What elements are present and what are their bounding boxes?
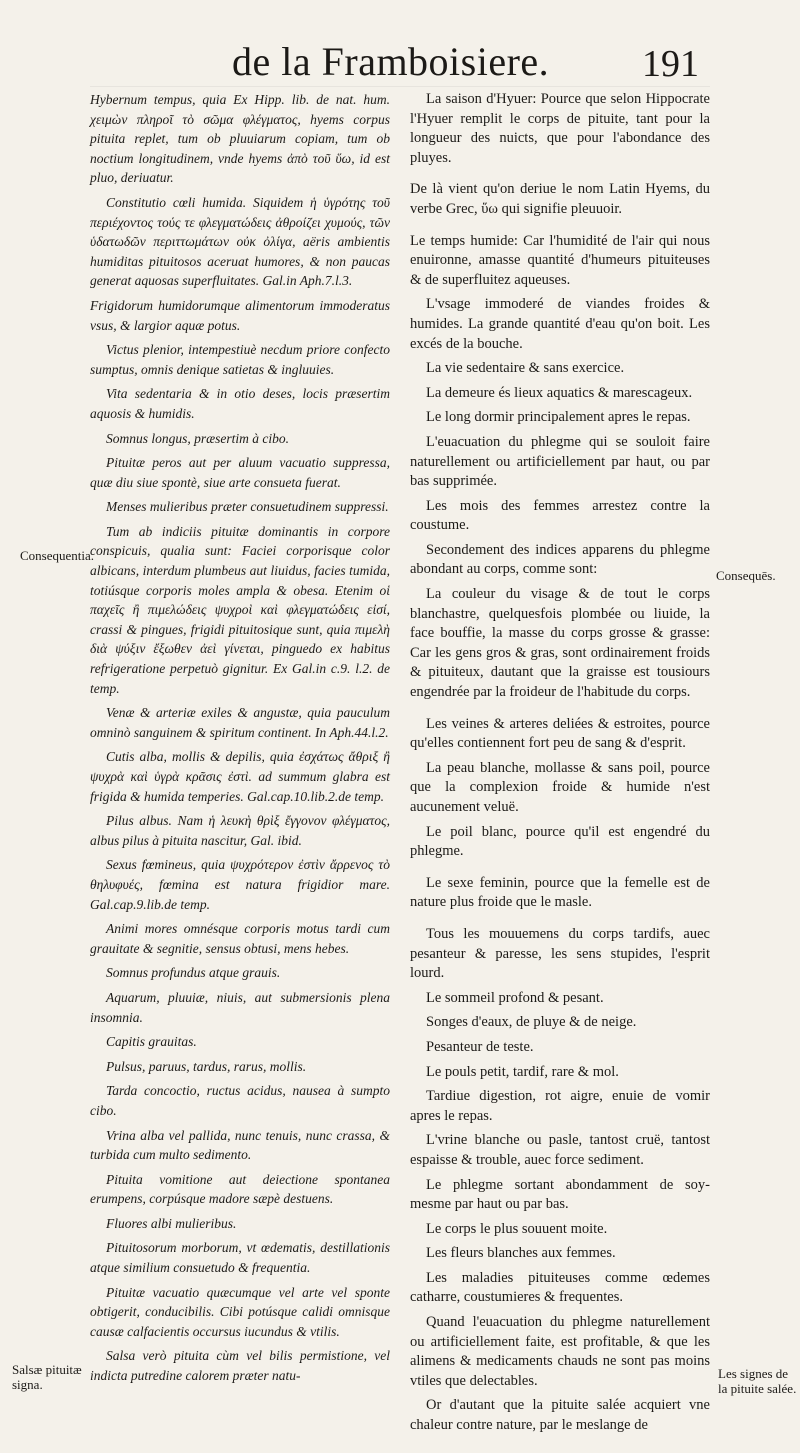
latin-paragraph: Constitutio cœli humida. Siquidem ἡ ὑγρότης τοῦ περιέχοντος τούς τε φλεγματώδεις ἀθροίζει χυμούς, τῶν ὑδατωδῶν περιττωμάτων οὐκ ὀλίγα, aëris ambientis humiditas pituitosos aceruat humores, & non paucas generat aquosas superfluitates. Gal.in Aph.7.l.3. xyxy=(90,194,390,289)
latin-paragraph: Vita sedentaria & in otio deses, locis præsertim aquosis & humidis. xyxy=(90,386,390,421)
french-paragraph: Or d'autant que la pituite salée acquiert vne chaleur contre nature, par le meslange de xyxy=(410,1397,710,1434)
french-paragraph: Les veines & arteres deliées & estroites, pource qu'elles contiennent fort peu de sang & d'esprit. xyxy=(410,715,710,752)
show-through-text xyxy=(756,235,800,249)
latin-paragraph: Somnus longus, præsertim à cibo. xyxy=(106,430,290,446)
french-paragraph: La couleur du visage & de tout le corps blanchastre, quelquesfois plombée ou liuide, la face bouffie, la masse du corps grosse & grasse: Car les gens gros & gras, sont ordinairement froids & pituiteux, dautant que la graisse est tousiours engendrée par la froideur de l'habitude du corps. xyxy=(410,586,710,701)
french-paragraph: La peau blanche, mollasse & sans poil, pource que la complexion froide & humide n'est aucunement veluë. xyxy=(410,759,710,815)
latin-paragraph: Aquarum, pluuiæ, niuis, aut submersionis plena insomnia. xyxy=(90,989,390,1025)
latin-paragraph: Pituita vomitione aut deiectione spontanea erumpens, corpúsque madore sæpè destuens. xyxy=(90,1171,390,1207)
latin-paragraph: Victus plenior, intempestiuè necdum priore confecto sumptus, omnis denique satietas & ingluuies. xyxy=(90,342,390,377)
latin-paragraph: Pituitosorum morborum, vt œdematis, destillationis atque similium consuetudo & frequentia. xyxy=(90,1240,390,1276)
french-paragraph: Tous les mouuemens du corps tardifs, auec pesanteur & paresse, les sens stupides, l'esprit lourd. xyxy=(410,925,710,982)
margin-note-pituite-salee: Les signes de la pituite salée. xyxy=(718,1366,797,1396)
latin-paragraph: Animi mores omnésque corporis motus tardi cum grauitate & segnitie, sensus obtusi, mens hebes. xyxy=(90,921,390,956)
french-paragraph: Les mois des femmes arrestez contre la coustume. xyxy=(410,497,710,534)
french-paragraph: L'vsage immoderé de viandes froides & humides. La grande quantité d'eau qu'on boit. Les excés de la bouche. xyxy=(410,296,710,352)
french-paragraph: Le temps humide: Car l'humidité de l'air qui nous enuironne, amasse quantité d'humeurs pituiteuses & de superfluitez aqueuses. xyxy=(410,232,710,288)
latin-paragraph: Somnus profundus atque grauis. xyxy=(106,965,281,981)
latin-paragraph: Tarda concoctio, ructus acidus, nausea à sumpto cibo. xyxy=(90,1083,390,1118)
french-paragraph: Pesanteur de teste. xyxy=(426,1038,534,1055)
latin-paragraph: Menses mulieribus præter consuetudinem suppressi. xyxy=(106,499,389,515)
latin-paragraph: Vrina alba vel pallida, nunc tenuis, nunc crassa, & turbida cum multo sedimento. xyxy=(90,1127,390,1163)
french-paragraph: L'vrine blanche ou pasle, tantost cruë, tantost espaisse & trouble, auec force sediment. xyxy=(410,1132,710,1168)
french-paragraph: Les maladies pituiteuses comme œdemes catharre, coustumieres & frequentes. xyxy=(410,1269,710,1306)
french-paragraph: Quand l'euacuation du phlegme naturellement ou artificiellement faite, est profitable, & que les alimens & medicaments chauds ne sont pas moins vtiles que delectables. xyxy=(410,1314,710,1389)
latin-paragraph: Sexus fœmineus, quia ψυχρότερον ἐστὶν ἄρρενος τὸ θηλυφυές, fœmina est natura frigidior mare. Gal.cap.9.lib.de temp. xyxy=(90,857,390,912)
latin-paragraph: Pilus albus. Nam ἡ λευκὴ θρὶξ ἔγγονον φλέγματος, albus pilus à pituita nascitur, Gal. ibid. xyxy=(90,813,390,848)
latin-paragraph: Venæ & arteriæ exiles & angustæ, quia pauculum omninò sanguinem & spiritum continent. In Aph.44.l.2. xyxy=(90,705,390,740)
french-paragraph: Le poil blanc, pource qu'il est engendré du phlegme. xyxy=(410,823,710,860)
french-paragraph: L'euacuation du phlegme qui se souloit faire naturellement ou artificiellement par haut, ou par bas supprimée. xyxy=(410,433,710,490)
french-paragraph: Les fleurs blanches aux femmes. xyxy=(426,1245,616,1262)
latin-paragraph: Fluores albi mulieribus. xyxy=(106,1215,237,1231)
latin-paragraph: Salsa verò pituita cùm vel bilis permistione, vel indicta putredine calorem præter natu- xyxy=(90,1348,390,1384)
page-number: 191 xyxy=(642,43,699,85)
header-divider xyxy=(90,86,710,87)
french-paragraph: La vie sedentaire & sans exercice. xyxy=(426,360,625,377)
margin-note-consequentia: Consequentia. xyxy=(20,548,95,563)
latin-paragraph: Tum ab indiciis pituitæ dominantis in corpore conspicuis, qualia sunt: Faciei corporisque color albicans, interdum plumbeus aut liuidus, facies tumida, totiúsque corporis moles ampla & obesa. Etenim οἱ παχεῖς ἢ πιμελώδεις ψυχροὶ καὶ φλεγματώδεις εἰσί, crassi & pingues, frigidi pituitosique sunt, quia πιμελὴ διὰ ψύξιν ἔξωθεν ἀεὶ γίνεται, pinguedo ex habitus refrigeratione perpetuò gignitur. Ex Gal.in c.9. l.2. de temp. xyxy=(90,523,390,696)
latin-paragraph: Pulsus, paruus, tardus, rarus, mollis. xyxy=(106,1058,307,1074)
french-paragraph: Tardiue digestion, rot aigre, enuie de vomir apres le repas. xyxy=(410,1088,710,1124)
margin-note-salsae-pituitae: Salsæ pituitæ signa. xyxy=(12,1362,82,1392)
french-column xyxy=(410,90,710,1441)
french-paragraph: La saison d'Hyuer: Pource que selon Hippocrate l'Hyuer remplit le corps de pituite, tant pour la longueur des nuicts, que pour l'abondance des pluyes. xyxy=(410,91,710,166)
french-paragraph: Le sommeil profond & pesant. xyxy=(426,989,604,1006)
latin-column xyxy=(90,90,390,1391)
latin-paragraph: Pituitæ vacuatio quæcumque vel arte vel sponte obtigerit, conducibilis. Cibi potúsque calidi omnisque causæ calfacientis occursus iucundus & vtilis. xyxy=(90,1284,390,1339)
french-paragraph: De là vient qu'on deriue le nom Latin Hyems, du verbe Grec, ὕω qui signifie pleuuoir. xyxy=(410,181,710,217)
french-paragraph: La demeure és lieux aquatics & marescageux. xyxy=(426,384,693,401)
show-through-text xyxy=(0,250,40,264)
running-header: de la Framboisiere. xyxy=(232,39,550,84)
margin-note-consequens: Consequēs. xyxy=(716,568,776,583)
french-paragraph: Le phlegme sortant abondamment de soy-mesme par haut ou par bas. xyxy=(410,1176,710,1213)
french-paragraph: Le corps le plus souuent moite. xyxy=(426,1220,608,1237)
french-paragraph: Secondement des indices apparens du phlegme abondant au corps, comme sont: xyxy=(410,541,710,578)
show-through-text xyxy=(754,1045,800,1059)
french-paragraph: Le pouls petit, tardif, rare & mol. xyxy=(426,1063,619,1080)
latin-paragraph: Cutis alba, mollis & depilis, quia ἐσχάτως ἄθριξ ἢ ψυχρὰ καὶ ὑγρὰ κρᾶσις ἐστὶ. ad summum glabra est frigida & humida temperies. Gal.cap.10.lib.2.de temp. xyxy=(90,749,390,804)
latin-paragraph: Hybernum tempus, quia Ex Hipp. lib. de nat. hum. χειμὼν πληροῖ τὸ σῶμα φλέγματος, hyems corpus pituita replet, tum ob pluuiarum copiam, tum ob noctium longitudinem, vnde hyems ἀπὸ τοῦ ὕω, id est pluo, deriuatur. xyxy=(90,92,390,186)
latin-paragraph: Frigidorum humidorumque alimentorum immoderatus vsus, & largior aquæ potus. xyxy=(90,297,390,333)
french-paragraph: Songes d'eaux, de pluye & de neige. xyxy=(426,1014,637,1031)
french-paragraph: Le sexe feminin, pource que la femelle est de nature plus froide que le masle. xyxy=(410,874,710,911)
latin-paragraph: Capitis grauitas. xyxy=(106,1034,197,1050)
show-through-text xyxy=(754,880,800,894)
latin-paragraph: Pituitæ peros aut per aluum vacuatio suppressa, quæ diu siue spontè, siue arte consueta fuerat. xyxy=(90,455,390,490)
french-paragraph: Le long dormir principalement apres le repas. xyxy=(426,409,691,426)
